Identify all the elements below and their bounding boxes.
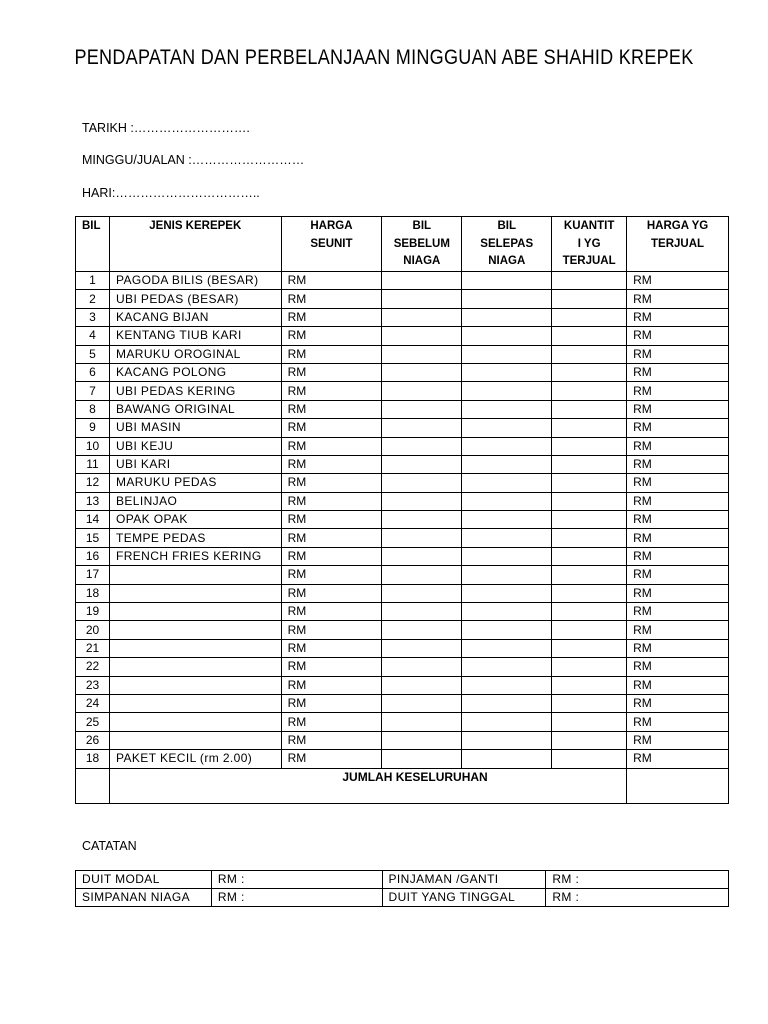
row-kuantiti[interactable] <box>552 290 627 308</box>
table-header-row <box>76 217 729 272</box>
row-bil: 6 <box>76 363 110 381</box>
header-text: TERJUAL <box>562 255 616 267</box>
row-bil-selepas[interactable] <box>462 603 552 621</box>
notes-row <box>76 889 729 907</box>
row-harga-seunit[interactable]: RM <box>281 750 382 768</box>
row-bil: 2 <box>76 290 110 308</box>
row-bil: 12 <box>76 474 110 492</box>
row-bil-selepas[interactable] <box>462 713 552 731</box>
row-bil: 13 <box>76 492 110 510</box>
row-kuantiti[interactable] <box>552 584 627 602</box>
row-bil: 3 <box>76 308 110 326</box>
row-harga-terjual[interactable]: RM <box>627 363 729 381</box>
row-harga-seunit[interactable]: RM <box>281 547 382 565</box>
row-bil-selepas[interactable] <box>462 290 552 308</box>
row-bil-sebelum[interactable] <box>382 750 462 768</box>
header-text: BIL <box>497 220 516 232</box>
row-harga-terjual[interactable]: RM <box>627 529 729 547</box>
row-harga-seunit[interactable]: RM <box>281 400 382 418</box>
row-harga-terjual[interactable]: RM <box>627 272 729 290</box>
row-bil-sebelum[interactable] <box>382 437 462 455</box>
row-bil-selepas[interactable] <box>462 474 552 492</box>
header-text: NIAGA <box>403 255 441 267</box>
row-jenis-kerepek[interactable]: TEMPE PEDAS <box>109 529 281 547</box>
row-kuantiti[interactable] <box>552 621 627 639</box>
table-row <box>76 382 729 400</box>
row-bil: 19 <box>76 603 110 621</box>
row-bil-sebelum[interactable] <box>382 345 462 363</box>
row-bil-selepas[interactable] <box>462 492 552 510</box>
row-jenis-kerepek[interactable]: KACANG BIJAN <box>109 308 281 326</box>
notes-value[interactable]: RM : <box>546 889 729 907</box>
row-bil: 24 <box>76 694 110 712</box>
table-row <box>76 400 729 418</box>
row-bil-sebelum[interactable] <box>382 658 462 676</box>
row-harga-seunit[interactable]: RM <box>281 566 382 584</box>
page-title: PENDAPATAN DAN PERBELANJAAN MINGGUAN ABE SHAHID KREPEK <box>74 46 694 69</box>
row-bil-sebelum[interactable] <box>382 511 462 529</box>
row-kuantiti[interactable] <box>552 566 627 584</box>
row-harga-seunit[interactable]: RM <box>281 363 382 381</box>
row-harga-terjual[interactable]: RM <box>627 694 729 712</box>
row-harga-terjual[interactable]: RM <box>627 492 729 510</box>
row-bil: 22 <box>76 658 110 676</box>
row-bil-selepas[interactable] <box>462 419 552 437</box>
row-bil: 9 <box>76 419 110 437</box>
row-bil-selepas[interactable] <box>462 750 552 768</box>
row-bil-sebelum[interactable] <box>382 639 462 657</box>
row-bil-selepas[interactable] <box>462 639 552 657</box>
header-harga-seunit <box>281 217 382 272</box>
row-harga-terjual[interactable]: RM <box>627 308 729 326</box>
row-jenis-kerepek[interactable] <box>109 566 281 584</box>
row-kuantiti[interactable] <box>552 713 627 731</box>
row-jenis-kerepek[interactable] <box>109 676 281 694</box>
table-row <box>76 603 729 621</box>
notes-label: DUIT MODAL <box>76 871 212 889</box>
row-kuantiti[interactable] <box>552 750 627 768</box>
row-kuantiti[interactable] <box>552 272 627 290</box>
row-bil: 17 <box>76 566 110 584</box>
row-kuantiti[interactable] <box>552 327 627 345</box>
row-bil-selepas[interactable] <box>462 327 552 345</box>
row-harga-seunit[interactable]: RM <box>281 511 382 529</box>
notes-label: PINJAMAN /GANTI <box>382 871 546 889</box>
row-bil: 18 <box>76 584 110 602</box>
notes-label: DUIT YANG TINGGAL <box>382 889 546 907</box>
row-jenis-kerepek[interactable] <box>109 658 281 676</box>
row-bil-sebelum[interactable] <box>382 474 462 492</box>
row-harga-seunit[interactable]: RM <box>281 419 382 437</box>
row-jenis-kerepek[interactable]: FRENCH FRIES KERING <box>109 547 281 565</box>
row-jenis-kerepek[interactable]: KENTANG TIUB KARI <box>109 327 281 345</box>
row-bil-selepas[interactable] <box>462 658 552 676</box>
row-kuantiti[interactable] <box>552 529 627 547</box>
row-jenis-kerepek[interactable]: UBI KEJU <box>109 437 281 455</box>
row-bil-selepas[interactable] <box>462 584 552 602</box>
row-harga-seunit[interactable]: RM <box>281 713 382 731</box>
header-text: I YG <box>577 237 601 250</box>
row-bil-sebelum[interactable] <box>382 676 462 694</box>
row-jenis-kerepek[interactable]: UBI PEDAS (BESAR) <box>109 290 281 308</box>
row-harga-seunit[interactable]: RM <box>281 272 382 290</box>
row-jenis-kerepek[interactable]: UBI MASIN <box>109 419 281 437</box>
header-text: NIAGA <box>488 255 526 267</box>
row-kuantiti[interactable] <box>552 658 627 676</box>
row-bil: 5 <box>76 345 110 363</box>
header-text: SEBELUM <box>393 237 450 250</box>
row-harga-terjual[interactable]: RM <box>627 603 729 621</box>
row-kuantiti[interactable] <box>552 419 627 437</box>
row-bil-sebelum[interactable] <box>382 584 462 602</box>
row-harga-terjual[interactable]: RM <box>627 547 729 565</box>
row-harga-seunit[interactable]: RM <box>281 676 382 694</box>
row-harga-seunit[interactable]: RM <box>281 290 382 308</box>
row-bil: 8 <box>76 400 110 418</box>
row-bil-selepas[interactable] <box>462 272 552 290</box>
row-harga-terjual[interactable]: RM <box>627 400 729 418</box>
row-harga-terjual[interactable]: RM <box>627 731 729 749</box>
row-jenis-kerepek[interactable]: BELINJAO <box>109 492 281 510</box>
notes-table <box>75 870 729 907</box>
row-harga-seunit[interactable]: RM <box>281 492 382 510</box>
row-bil-selepas[interactable] <box>462 345 552 363</box>
row-bil-selepas[interactable] <box>462 694 552 712</box>
row-kuantiti[interactable] <box>552 603 627 621</box>
header-bil: BIL <box>76 217 110 272</box>
table-row <box>76 511 729 529</box>
table-row <box>76 713 729 731</box>
header-text: HARGA <box>310 220 353 232</box>
row-kuantiti[interactable] <box>552 676 627 694</box>
row-harga-terjual[interactable]: RM <box>627 437 729 455</box>
row-harga-seunit[interactable]: RM <box>281 474 382 492</box>
row-bil-selepas[interactable] <box>462 363 552 381</box>
row-bil: 10 <box>76 437 110 455</box>
header-kuantiti <box>552 217 627 272</box>
row-bil-selepas[interactable] <box>462 400 552 418</box>
table-body <box>76 272 729 769</box>
row-bil-sebelum[interactable] <box>382 694 462 712</box>
row-bil: 7 <box>76 382 110 400</box>
row-bil-selepas[interactable] <box>462 437 552 455</box>
row-bil-sebelum[interactable] <box>382 566 462 584</box>
row-harga-terjual[interactable]: RM <box>627 382 729 400</box>
row-harga-seunit[interactable]: RM <box>281 529 382 547</box>
catatan-heading: CATATAN <box>82 839 137 853</box>
row-bil: 1 <box>76 272 110 290</box>
row-kuantiti[interactable] <box>552 437 627 455</box>
row-bil-sebelum[interactable] <box>382 731 462 749</box>
row-harga-seunit[interactable]: RM <box>281 345 382 363</box>
row-jenis-kerepek[interactable]: MARUKU OROGINAL <box>109 345 281 363</box>
total-label: JUMLAH KESELURUHAN <box>109 768 626 803</box>
row-jenis-kerepek[interactable]: PAKET KECIL (rm 2.00) <box>109 750 281 768</box>
row-bil-selepas[interactable] <box>462 547 552 565</box>
hari-field: HARI:…………………………….. <box>82 186 260 200</box>
minggu-jualan-field: MINGGU/JUALAN :……………………… <box>82 153 305 167</box>
row-bil-sebelum[interactable] <box>382 382 462 400</box>
row-jenis-kerepek[interactable] <box>109 621 281 639</box>
row-harga-terjual[interactable]: RM <box>627 455 729 473</box>
row-kuantiti[interactable] <box>552 345 627 363</box>
row-kuantiti[interactable] <box>552 694 627 712</box>
table-row <box>76 437 729 455</box>
row-bil: 21 <box>76 639 110 657</box>
header-text: SELEPAS <box>480 237 534 250</box>
row-jenis-kerepek[interactable]: OPAK OPAK <box>109 511 281 529</box>
row-kuantiti[interactable] <box>552 492 627 510</box>
row-bil: 20 <box>76 621 110 639</box>
row-harga-seunit[interactable]: RM <box>281 437 382 455</box>
row-harga-terjual[interactable]: RM <box>627 584 729 602</box>
row-kuantiti[interactable] <box>552 363 627 381</box>
header-text: TERJUAL <box>651 237 705 250</box>
row-bil-sebelum[interactable] <box>382 455 462 473</box>
table-row <box>76 272 729 290</box>
row-bil: 16 <box>76 547 110 565</box>
row-kuantiti[interactable] <box>552 639 627 657</box>
row-harga-seunit[interactable]: RM <box>281 621 382 639</box>
row-bil-sebelum[interactable] <box>382 400 462 418</box>
row-bil-selepas[interactable] <box>462 382 552 400</box>
row-bil-sebelum[interactable] <box>382 327 462 345</box>
row-bil-selepas[interactable] <box>462 455 552 473</box>
row-bil-sebelum[interactable] <box>382 529 462 547</box>
row-harga-seunit[interactable]: RM <box>281 639 382 657</box>
row-jenis-kerepek[interactable]: UBI PEDAS KERING <box>109 382 281 400</box>
table-row <box>76 290 729 308</box>
row-harga-terjual[interactable]: RM <box>627 327 729 345</box>
table-row <box>76 455 729 473</box>
row-bil-selepas[interactable] <box>462 511 552 529</box>
notes-body <box>76 871 729 907</box>
row-harga-terjual[interactable]: RM <box>627 658 729 676</box>
row-bil-sebelum[interactable] <box>382 363 462 381</box>
row-bil-sebelum[interactable] <box>382 419 462 437</box>
total-empty-cell <box>76 768 110 803</box>
row-harga-terjual[interactable]: RM <box>627 419 729 437</box>
table-row <box>76 621 729 639</box>
row-bil-selepas[interactable] <box>462 676 552 694</box>
header-text: KUANTIT <box>563 220 615 232</box>
notes-value[interactable]: RM : <box>211 889 382 907</box>
table-row <box>76 474 729 492</box>
row-jenis-kerepek[interactable] <box>109 694 281 712</box>
table-row <box>76 529 729 547</box>
row-harga-terjual[interactable]: RM <box>627 345 729 363</box>
row-harga-seunit[interactable]: RM <box>281 603 382 621</box>
row-bil: 18 <box>76 750 110 768</box>
table-row <box>76 492 729 510</box>
table-row <box>76 363 729 381</box>
table-row <box>76 584 729 602</box>
row-harga-seunit[interactable]: RM <box>281 658 382 676</box>
row-bil-selepas[interactable] <box>462 621 552 639</box>
row-bil-sebelum[interactable] <box>382 272 462 290</box>
row-kuantiti[interactable] <box>552 511 627 529</box>
row-bil-selepas[interactable] <box>462 308 552 326</box>
row-bil: 26 <box>76 731 110 749</box>
table-row <box>76 547 729 565</box>
row-harga-terjual[interactable]: RM <box>627 750 729 768</box>
row-jenis-kerepek[interactable]: PAGODA BILIS (BESAR) <box>109 272 281 290</box>
row-jenis-kerepek[interactable]: KACANG POLONG <box>109 363 281 381</box>
row-jenis-kerepek[interactable] <box>109 731 281 749</box>
row-harga-seunit[interactable]: RM <box>281 382 382 400</box>
row-harga-terjual[interactable]: RM <box>627 474 729 492</box>
header-bil-selepas <box>462 217 552 272</box>
row-harga-terjual[interactable]: RM <box>627 566 729 584</box>
row-kuantiti[interactable] <box>552 455 627 473</box>
row-bil-selepas[interactable] <box>462 731 552 749</box>
table-row <box>76 419 729 437</box>
row-harga-terjual[interactable]: RM <box>627 713 729 731</box>
row-jenis-kerepek[interactable]: UBI KARI <box>109 455 281 473</box>
table-row <box>76 731 729 749</box>
table-row <box>76 676 729 694</box>
row-bil: 14 <box>76 511 110 529</box>
row-harga-seunit[interactable]: RM <box>281 731 382 749</box>
row-jenis-kerepek[interactable] <box>109 639 281 657</box>
row-bil-sebelum[interactable] <box>382 492 462 510</box>
notes-value[interactable]: RM : <box>546 871 729 889</box>
notes-row <box>76 871 729 889</box>
table-row <box>76 639 729 657</box>
table-row <box>76 327 729 345</box>
table-row <box>76 658 729 676</box>
row-bil-sebelum[interactable] <box>382 290 462 308</box>
row-bil-sebelum[interactable] <box>382 547 462 565</box>
row-harga-terjual[interactable]: RM <box>627 676 729 694</box>
row-jenis-kerepek[interactable] <box>109 603 281 621</box>
row-jenis-kerepek[interactable] <box>109 584 281 602</box>
row-bil: 11 <box>76 455 110 473</box>
table-row <box>76 345 729 363</box>
row-harga-terjual[interactable]: RM <box>627 290 729 308</box>
row-harga-terjual[interactable]: RM <box>627 621 729 639</box>
row-jenis-kerepek[interactable] <box>109 713 281 731</box>
row-bil-sebelum[interactable] <box>382 603 462 621</box>
row-harga-terjual[interactable]: RM <box>627 639 729 657</box>
header-text: BIL <box>412 220 432 232</box>
table-row <box>76 694 729 712</box>
notes-label: SIMPANAN NIAGA <box>76 889 212 907</box>
header-bil-sebelum <box>382 217 462 272</box>
table-row <box>76 308 729 326</box>
header-text: HARGA YG <box>646 220 709 232</box>
row-jenis-kerepek[interactable]: BAWANG ORIGINAL <box>109 400 281 418</box>
row-harga-terjual[interactable]: RM <box>627 511 729 529</box>
row-bil-selepas[interactable] <box>462 529 552 547</box>
table-row <box>76 750 729 768</box>
total-row <box>76 768 729 803</box>
row-bil: 15 <box>76 529 110 547</box>
row-harga-seunit[interactable]: RM <box>281 694 382 712</box>
row-kuantiti[interactable] <box>552 547 627 565</box>
table-row <box>76 566 729 584</box>
notes-value[interactable]: RM : <box>211 871 382 889</box>
row-harga-seunit[interactable]: RM <box>281 308 382 326</box>
row-bil: 4 <box>76 327 110 345</box>
row-jenis-kerepek[interactable]: MARUKU PEDAS <box>109 474 281 492</box>
row-bil-sebelum[interactable] <box>382 713 462 731</box>
row-bil: 25 <box>76 713 110 731</box>
row-bil: 23 <box>76 676 110 694</box>
row-harga-seunit[interactable]: RM <box>281 327 382 345</box>
row-bil-sebelum[interactable] <box>382 308 462 326</box>
row-harga-seunit[interactable]: RM <box>281 455 382 473</box>
row-harga-seunit[interactable]: RM <box>281 584 382 602</box>
row-kuantiti[interactable] <box>552 382 627 400</box>
total-value-cell <box>627 768 729 803</box>
row-kuantiti[interactable] <box>552 474 627 492</box>
row-bil-selepas[interactable] <box>462 566 552 584</box>
row-kuantiti[interactable] <box>552 400 627 418</box>
row-bil-sebelum[interactable] <box>382 621 462 639</box>
header-harga-terjual <box>627 217 729 272</box>
tarikh-field: TARIKH :………………………. <box>82 121 250 135</box>
row-kuantiti[interactable] <box>552 308 627 326</box>
sales-table <box>75 216 729 804</box>
header-jenis-kerepek: JENIS KEREPEK <box>109 217 281 272</box>
row-kuantiti[interactable] <box>552 731 627 749</box>
header-text: SEUNIT <box>310 237 353 250</box>
